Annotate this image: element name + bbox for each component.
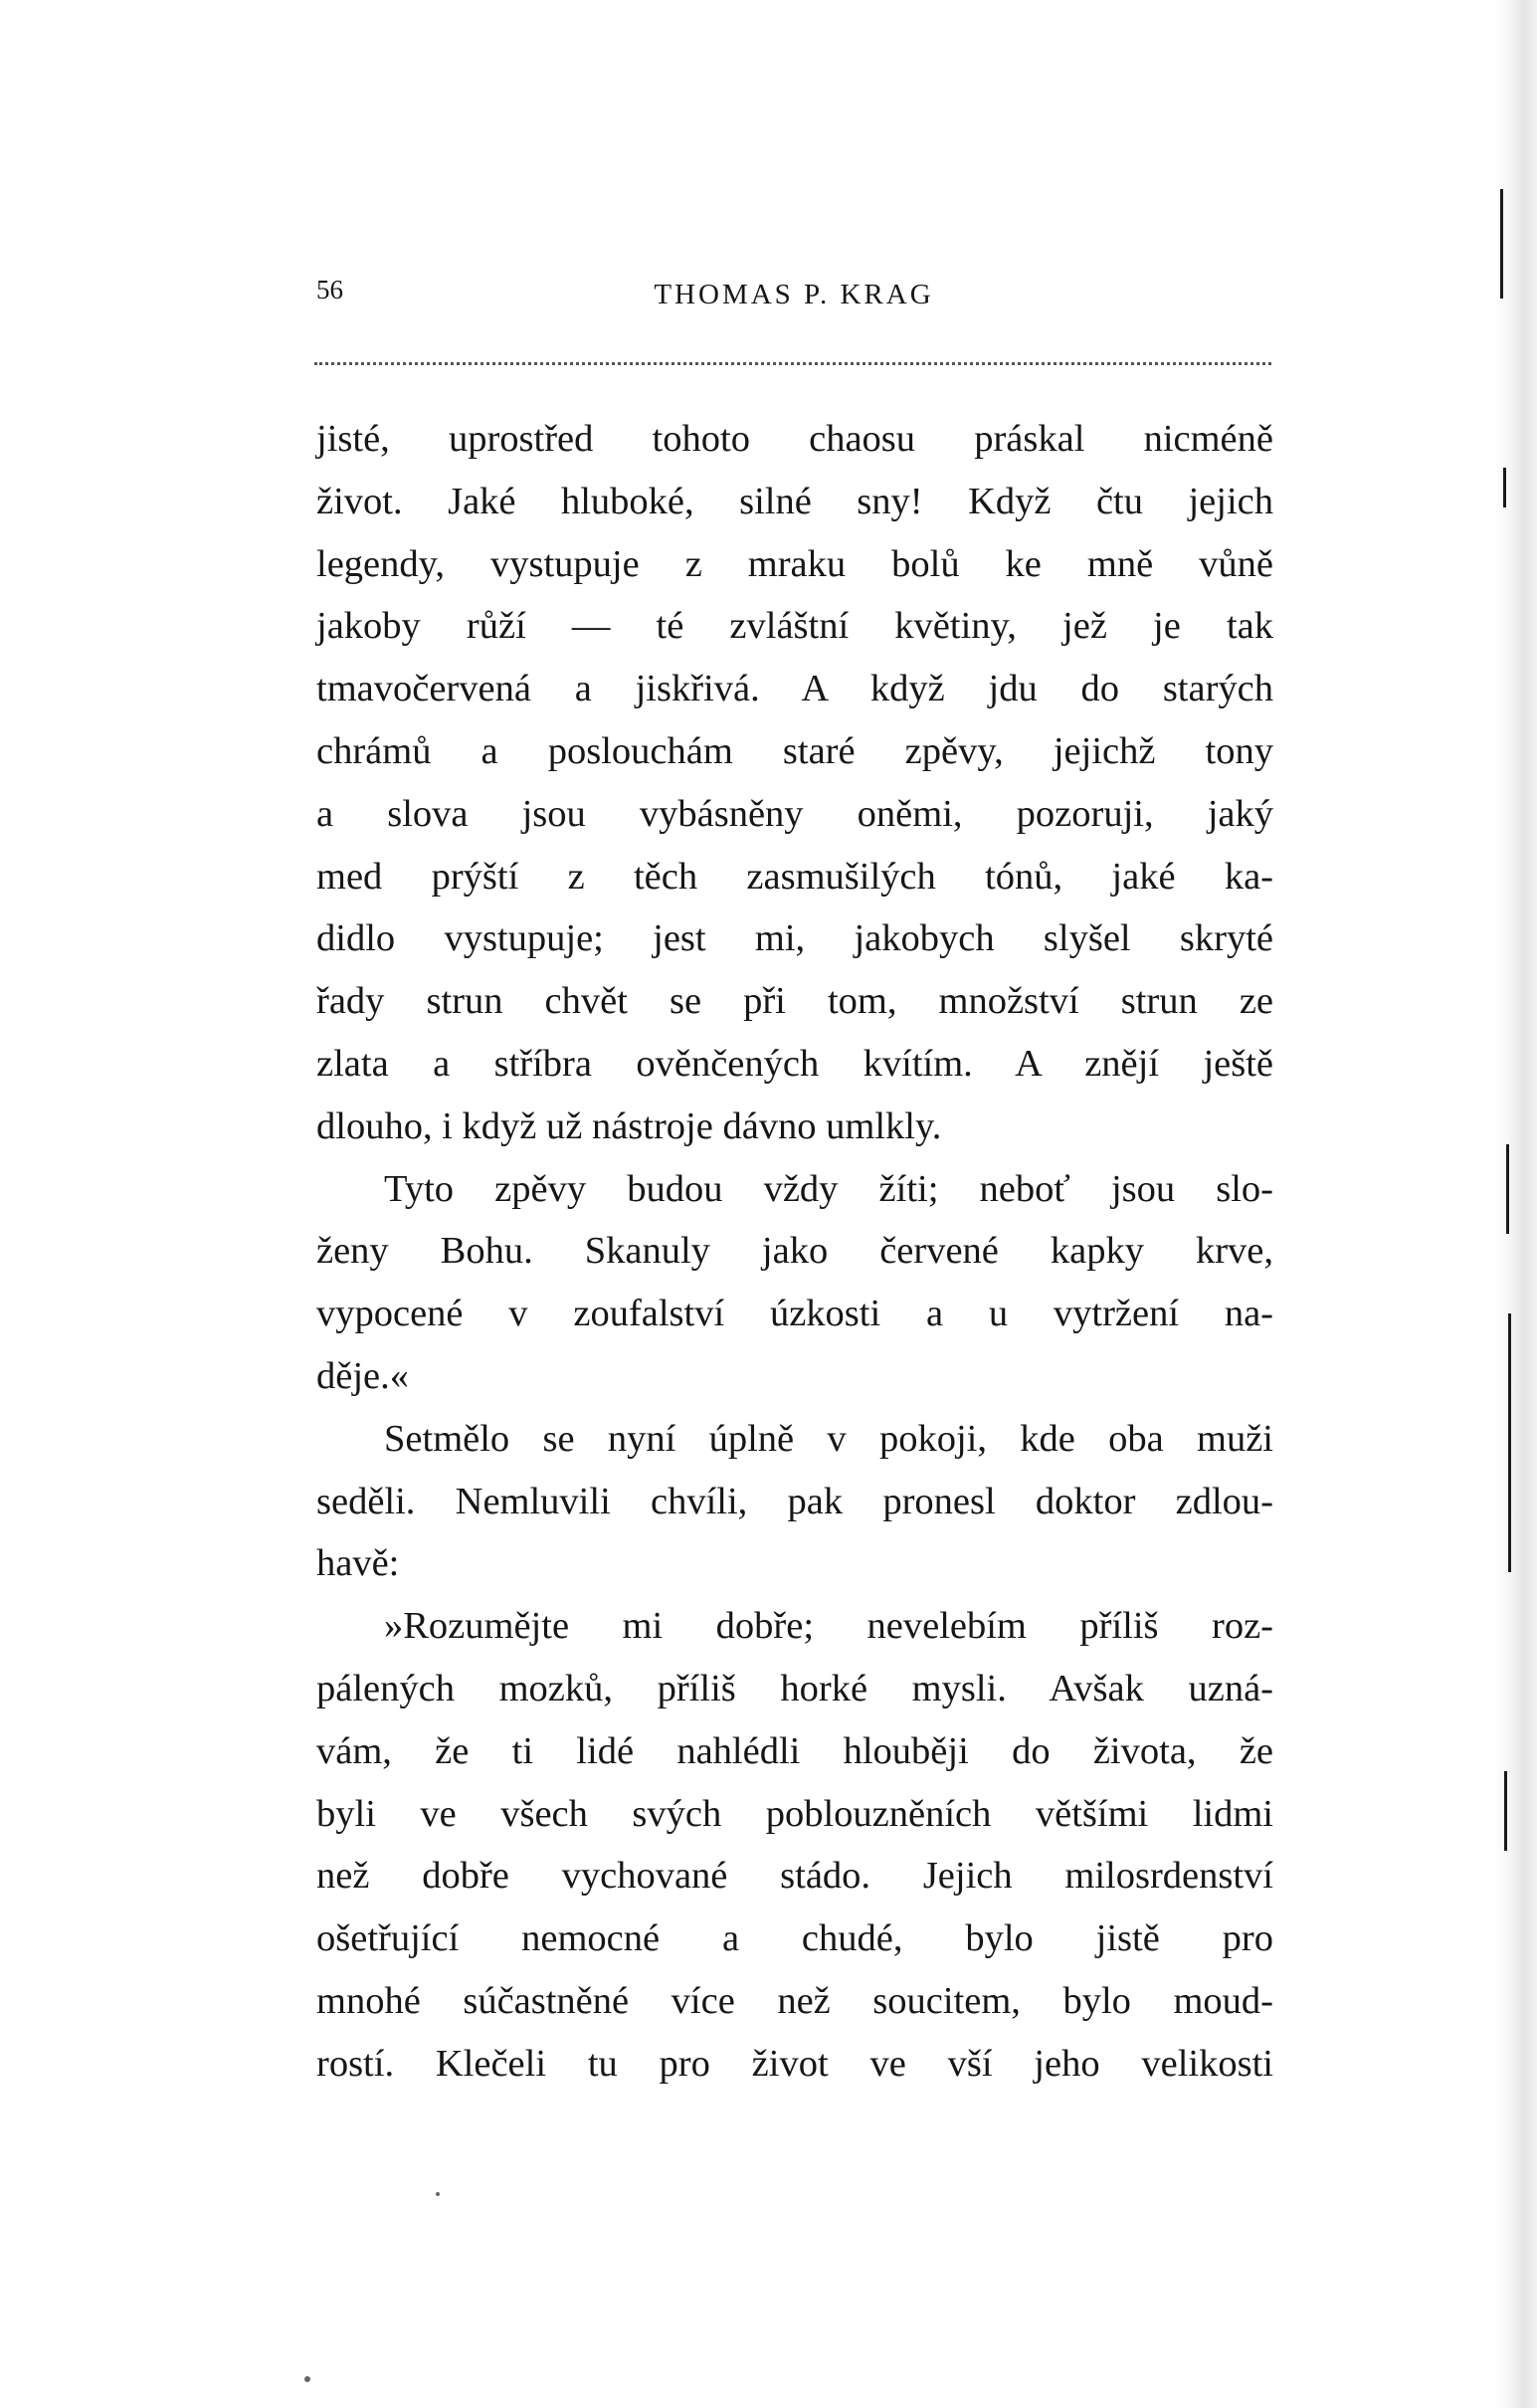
scan-speck xyxy=(436,2192,440,2196)
binding-mark xyxy=(1504,1771,1507,1851)
text-line: vypocené v zoufalství úzkosti a u vytržení na- xyxy=(316,1293,1273,1335)
text-line: Setmělo se nyní úplně v pokoji, kde oba muži xyxy=(384,1417,1273,1460)
text-line: byli ve všech svých poblouzněních většími lidmi xyxy=(316,1792,1273,1835)
text-line: didlo vystupuje; jest mi, jakobych slyšel skryté xyxy=(316,917,1273,960)
text-line: řady strun chvět se při tom, množství strun ze xyxy=(316,980,1273,1023)
text-line: Tyto zpěvy budou vždy žíti; neboť jsou slo- xyxy=(384,1167,1273,1210)
running-title: THOMAS P. KRAG xyxy=(654,279,934,310)
text-line: havě: xyxy=(316,1542,400,1585)
binding-mark xyxy=(1508,1313,1511,1572)
text-line: chrámů a poslouchám staré zpěvy, jejichž tony xyxy=(316,729,1273,772)
text-line: pálených mozků, příliš horké mysli. Avšak uzná- xyxy=(316,1667,1273,1709)
text-line: tmavočervená a jiskřivá. A když jdu do starých xyxy=(316,668,1273,710)
text-line: ženy Bohu. Skanuly jako červené kapky krve, xyxy=(316,1230,1273,1273)
text-line: »Rozumějte mi dobře; nevelebím příliš roz- xyxy=(384,1605,1273,1648)
binding-mark xyxy=(1500,189,1503,299)
text-line: ošetřující nemocné a chudé, bylo jistě pro xyxy=(316,1917,1273,1960)
text-line: jisté, uprostřed tohoto chaosu práskal nicméně xyxy=(316,418,1273,460)
text-line: zlata a stříbra ověnčených kvítím. A znějí ještě xyxy=(316,1042,1273,1085)
text-line: legendy, vystupuje z mraku bolů ke mně vůně xyxy=(316,542,1273,585)
binding-mark xyxy=(1506,1144,1509,1234)
text-line: dlouho, i když už nástroje dávno umlkly. xyxy=(316,1104,942,1147)
text-line: život. Jaké hluboké, silné sny! Když čtu jejich xyxy=(316,480,1273,522)
text-line: než dobře vychované stádo. Jejich milosrdenství xyxy=(316,1855,1273,1898)
header-rule xyxy=(314,362,1271,365)
body-text xyxy=(316,408,1273,2096)
text-line: děje.« xyxy=(316,1354,409,1397)
page-number: 56 xyxy=(316,275,343,304)
text-line: vám, že ti lidé nahlédli hlouběji do života, že xyxy=(316,1729,1273,1772)
text-line: seděli. Nemluvili chvíli, pak pronesl doktor zdlou- xyxy=(316,1480,1273,1522)
text-line: rostí. Klečeli tu pro život ve vší jeho velikosti xyxy=(316,2042,1273,2085)
text-line: a slova jsou vybásněny oněmi, pozoruji, jaký xyxy=(316,792,1273,835)
text-line: mnohé súčastněné více než soucitem, bylo moud- xyxy=(316,1979,1273,2022)
page-header xyxy=(316,275,1271,318)
scan-speck xyxy=(304,2376,310,2382)
text-line: jakoby růží — té zvláštní květiny, jež je tak xyxy=(316,605,1273,648)
page-edge-shadow xyxy=(1494,0,1537,2408)
binding-mark xyxy=(1503,468,1506,507)
text-line: med prýští z těch zasmušilých tónů, jaké ka- xyxy=(316,855,1273,898)
